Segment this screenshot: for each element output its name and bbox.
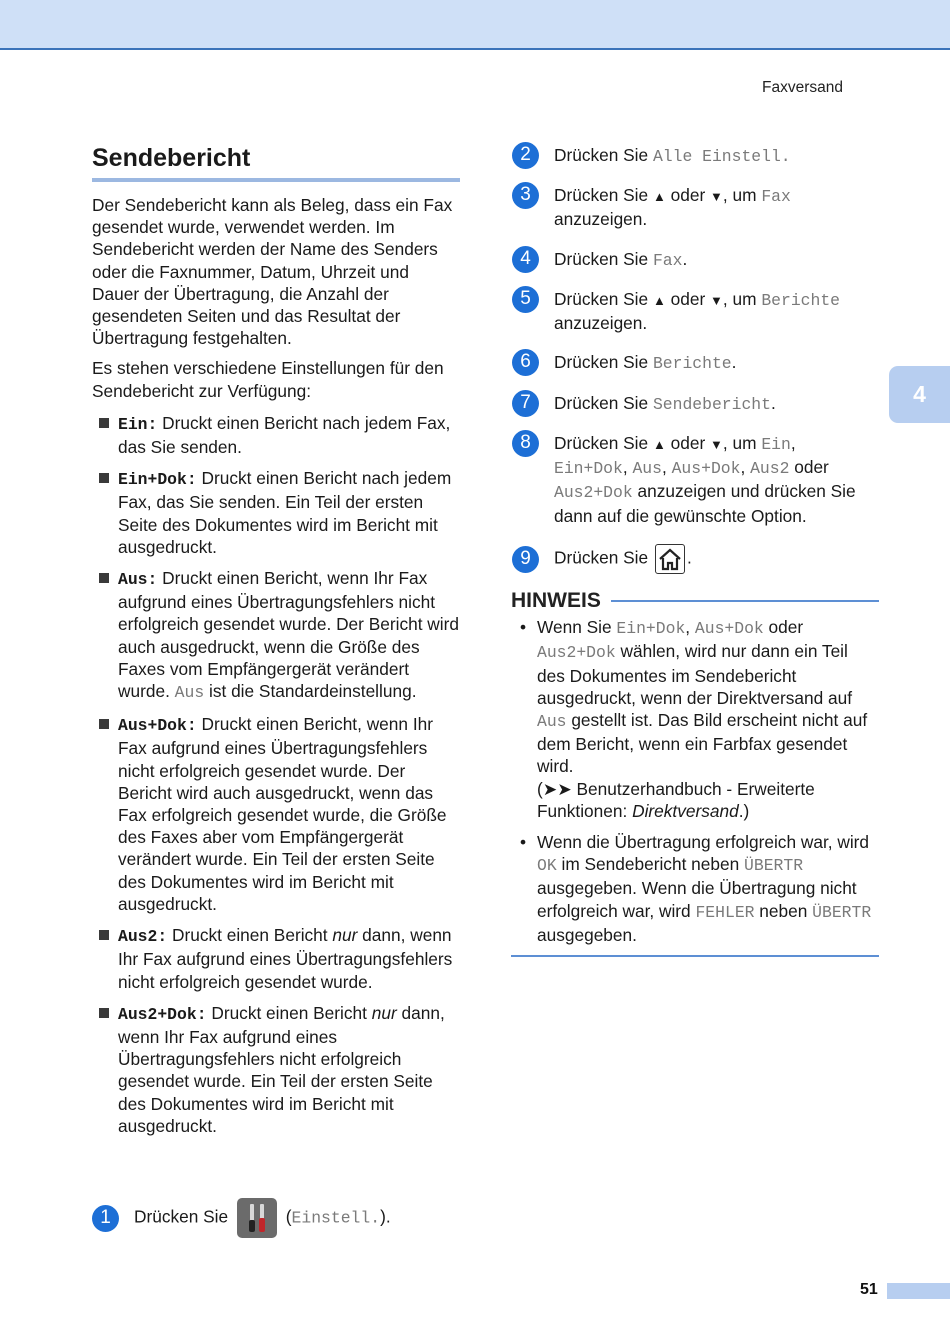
chapter-tab: 4 (889, 366, 950, 423)
arrow-up-icon: ▲ (652, 293, 666, 308)
option-ein-dok: Ein+Dok: Druckt einen Bericht nach jedem Fax, das Sie senden. Ein Teil der ersten Seite des Dokumentes wird im Bericht mit ausgedruckt. (92, 467, 460, 558)
arrow-up-icon: ▲ (652, 437, 666, 452)
bullet-dot-icon: • (520, 617, 527, 638)
step-number: 9 (512, 546, 539, 573)
step-2: 2 Drücken Sie Alle Einstell. (512, 144, 791, 169)
step-number: 8 (512, 430, 539, 457)
option-aus2-dok: Aus2+Dok: Druckt einen Bericht nur dann, wenn Ihr Fax aufgrund eines Übertragungsfehlers nicht erfolgreich gesendet wurde. Ein Teil der ersten Seite des Dokumentes wird im Bericht mit ausgedruckt. (92, 1002, 460, 1137)
running-header: Faxversand (762, 79, 843, 96)
step-4: 4 Drücken Sie Fax. (512, 248, 687, 273)
bullet-square-icon (99, 473, 109, 483)
option-aus-dok: Aus+Dok: Druckt einen Bericht, wenn Ihr Fax aufgrund eines Übertragungsfehlers nicht erfolgreich gesendet wurde. Der Bericht wird auch ausgedruckt, wenn das Fax erfolgreich gesendet wurde, die Größe des Faxes aber vom Empfängergerät verändert wurde. Ein Teil der ersten Seite des Dokumentes wird im Bericht mit ausgedruckt. (92, 713, 460, 915)
step-6: 6 Drücken Sie Berichte. (512, 351, 736, 376)
tools-icon[interactable] (237, 1198, 277, 1238)
double-arrow-icon: ➤➤ (542, 778, 572, 799)
divider (511, 955, 879, 957)
page-strip (887, 1283, 950, 1299)
step-number: 3 (512, 182, 539, 209)
step-3: 3 Drücken Sie ▲ oder ▼, um Fax anzuzeigen. (512, 184, 882, 230)
divider (611, 600, 879, 602)
step-number: 7 (512, 390, 539, 417)
top-banner (0, 0, 950, 50)
bullet-square-icon (99, 573, 109, 583)
step-number: 4 (512, 246, 539, 273)
bullet-square-icon (99, 1008, 109, 1018)
arrow-up-icon: ▲ (652, 189, 666, 204)
step-8: 8 Drücken Sie ▲ oder ▼, um Ein, Ein+Dok, Aus, Aus+Dok, Aus2 oder Aus2+Dok anzuzeigen und drücken Sie dann auf die gewünschte Option. (512, 432, 882, 527)
step-number: 5 (512, 286, 539, 313)
step-7: 7 Drücken Sie Sendebericht. (512, 392, 776, 417)
bullet-square-icon (99, 418, 109, 428)
left-column (92, 142, 460, 1137)
home-icon[interactable] (655, 544, 685, 574)
arrow-down-icon: ▼ (710, 189, 723, 204)
note-title: HINWEIS (511, 589, 601, 612)
bullet-square-icon (99, 719, 109, 729)
section-title: Sendebericht (92, 142, 460, 182)
bullet-square-icon (99, 930, 109, 940)
arrow-down-icon: ▼ (710, 293, 723, 308)
option-aus: Aus: Druckt einen Bericht, wenn Ihr Fax aufgrund eines Übertragungsfehlers nicht erfolgreich gesendet wurde. Der Bericht wird auch ausgedruckt, wenn die Größe des Faxes vom Empfängergerät verändert wurde. Aus ist die Standardeinstellung. (92, 567, 460, 704)
note-item-1: • Wenn Sie Ein+Dok, Aus+Dok oder Aus2+Dok wählen, wird nur dann ein Teil des Dokumentes im Sendebericht ausgedruckt, wenn der Direktversand auf Aus gestellt ist. Das Bild erscheint nicht auf dem Bericht, wenn ein Farbfax gesendet wird. (➤➤ Benutzerhandbuch - Erweiterte Funktionen: Direktversand.) (520, 617, 868, 821)
option-aus2: Aus2: Druckt einen Bericht nur dann, wenn Ihr Fax aufgrund eines Übertragungsfehlers nicht erfolgreich gesendet wurde. (92, 924, 460, 993)
intro-paragraph: Der Sendebericht kann als Beleg, dass ein Fax gesendet wurde, verwendet werden. Im Sendebericht werden der Name des Senders oder die Faxnummer, Datum, Uhrzeit und Dauer der Übertragung, die Anzahl der gesendeten Seiten und das Resultat der Übertragung festgehalten. (92, 195, 453, 349)
option-ein: Ein: Druckt einen Bericht nach jedem Fax, das Sie senden. (92, 412, 460, 458)
step-number: 2 (512, 142, 539, 169)
arrow-down-icon: ▼ (710, 437, 723, 452)
step-number: 1 (92, 1205, 119, 1232)
step-1: 1 Drücken Sie (Einstell.). (92, 1198, 391, 1238)
page-number: 51 (860, 1281, 878, 1298)
step-number: 6 (512, 349, 539, 376)
step-9: 9 Drücken Sie . (512, 544, 692, 574)
intro-paragraph-2: Es stehen verschiedene Einstellungen für den Sendebericht zur Verfügung: (92, 358, 444, 401)
note-box (511, 590, 879, 957)
step-5: 5 Drücken Sie ▲ oder ▼, um Berichte anzuzeigen. (512, 288, 882, 334)
note-item-2: • Wenn die Übertragung erfolgreich war, wird OK im Sendebericht neben ÜBERTR ausgegeben. Wenn die Übertragung nicht erfolgreich war, wird FEHLER neben ÜBERTR ausgegeben. (520, 832, 872, 945)
bullet-dot-icon: • (520, 832, 527, 853)
